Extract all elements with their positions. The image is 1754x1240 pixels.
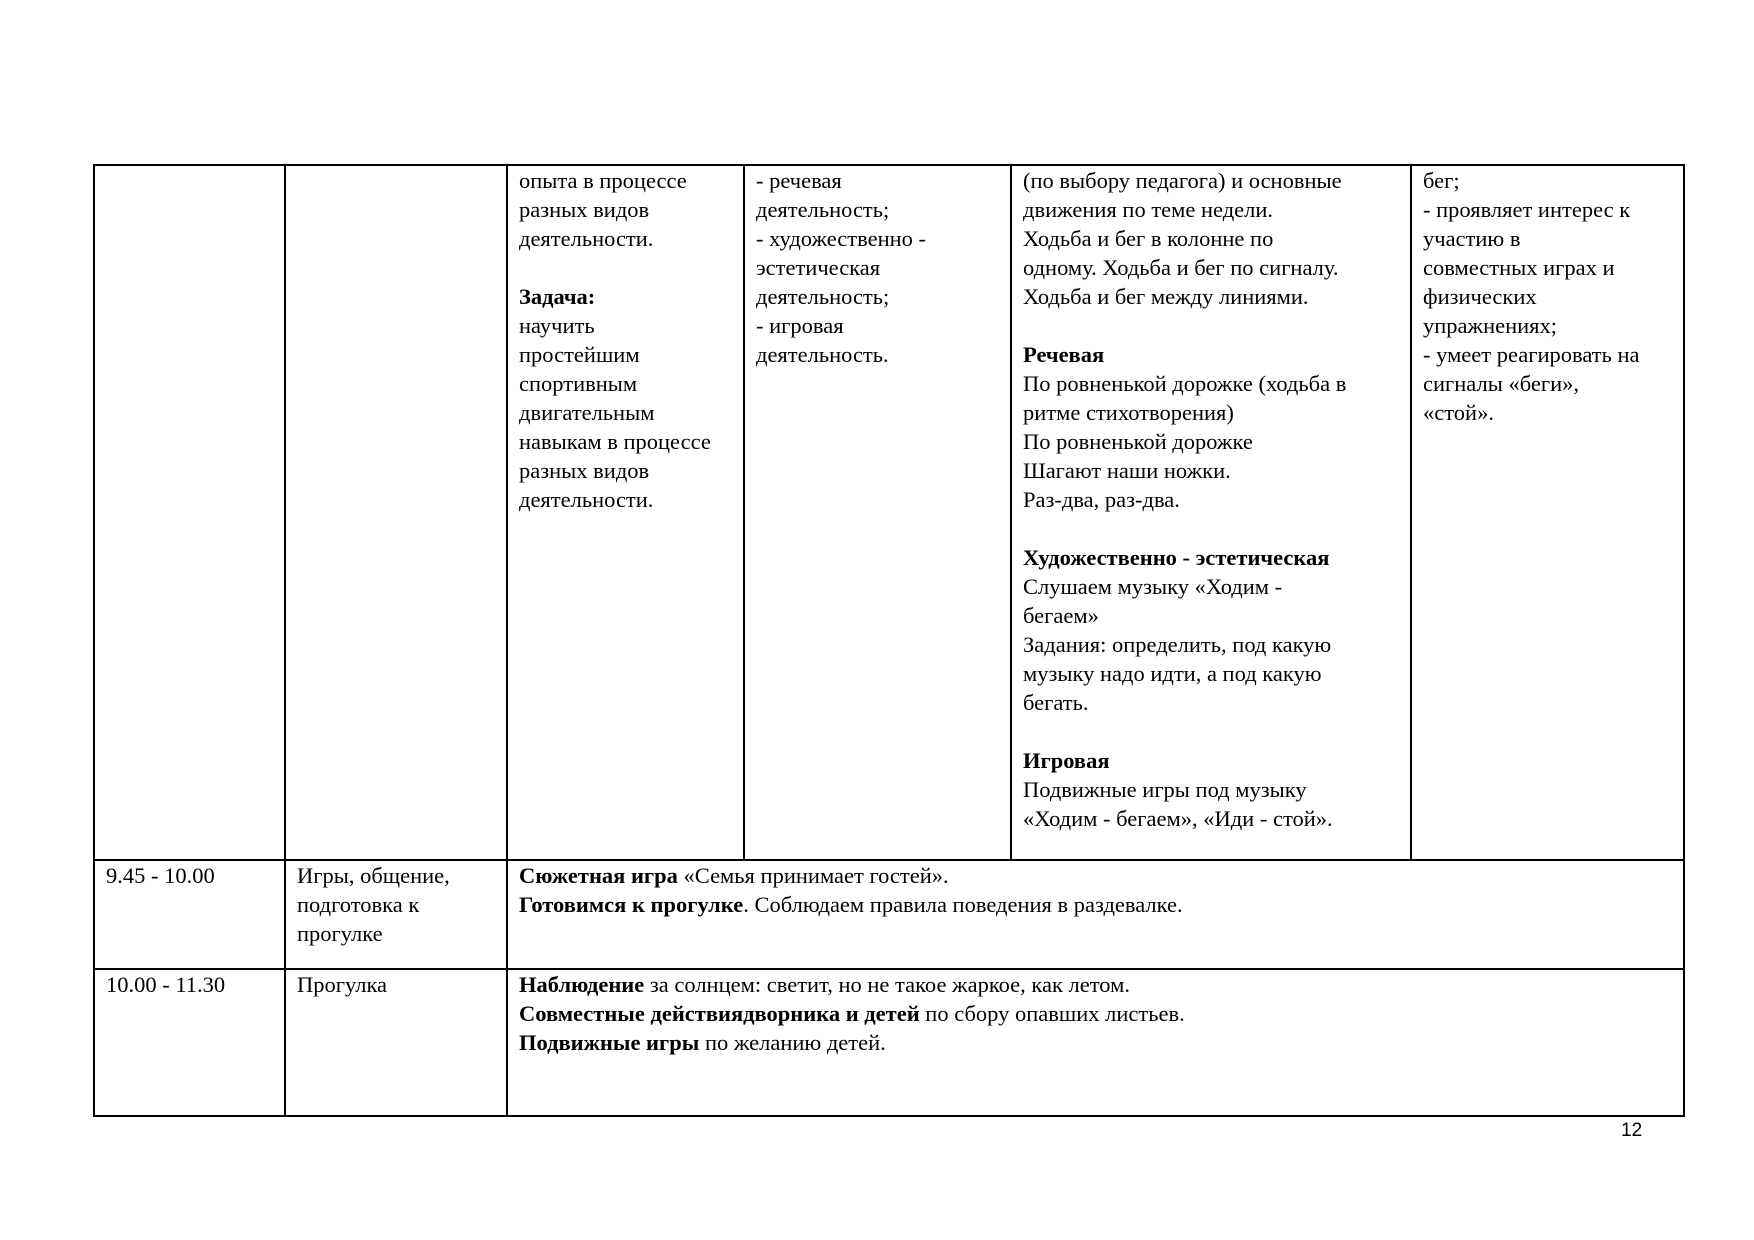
text-line: - игровая — [756, 313, 844, 338]
text-line: деятельности. — [519, 487, 654, 512]
text-line: бег; — [1423, 168, 1460, 193]
activity-types-cell — [744, 165, 1011, 860]
text-line: Ходьба и бег между линиями. — [1023, 284, 1309, 309]
activity-cell — [285, 165, 507, 860]
content-cell — [1011, 165, 1411, 860]
text-line: Ходьба и бег в колонне по — [1023, 226, 1274, 251]
text-line: одному. Ходьба и бег по сигналу. — [1023, 255, 1339, 280]
art-heading: Художественно - эстетическая — [1023, 545, 1330, 570]
text-line: Задания: определить, под какую — [1023, 632, 1332, 657]
speech-heading: Речевая — [1023, 342, 1105, 367]
text-line: - художественно - — [756, 226, 927, 251]
text-line: Шагают наши ножки. — [1023, 458, 1231, 483]
text-line: сигналы «беги», — [1423, 371, 1579, 396]
text-line: спортивным — [519, 371, 638, 396]
text-line: - речевая — [756, 168, 842, 193]
text-line: научить — [519, 313, 595, 338]
outcomes-cell — [1411, 165, 1684, 860]
text-line: упражнениях; — [1423, 313, 1558, 338]
text-line: деятельность. — [756, 342, 889, 367]
text-line: По ровненькой дорожке (ходьба в — [1023, 371, 1347, 396]
text-line: бегать. — [1023, 690, 1089, 715]
text-line: Слушаем музыку «Ходим - — [1023, 574, 1283, 599]
text-line: деятельности. — [519, 226, 654, 251]
text-line: Подвижные игры под музыку — [1023, 777, 1307, 802]
time-cell: 9.45 - 10.00 — [94, 860, 285, 969]
text-line: По ровненькой дорожке — [1023, 429, 1253, 454]
text-line: Готовимся к прогулке. Соблюдаем правила поведения в раздевалке. — [519, 892, 1183, 917]
time-cell: 10.00 - 11.30 — [94, 969, 285, 1116]
text-line: совместных играх и — [1423, 255, 1615, 280]
text-line: «стой». — [1423, 400, 1494, 425]
text-line: физических — [1423, 284, 1537, 309]
text-line: разных видов — [519, 197, 650, 222]
text-line: Сюжетная игра «Семья принимает гостей». — [519, 863, 949, 888]
text-line: Раз-два, раз-два. — [1023, 487, 1180, 512]
text-line: ритме стихотворения) — [1023, 400, 1234, 425]
text-line: эстетическая — [756, 255, 881, 280]
text-line: деятельность; — [756, 284, 890, 309]
details-cell — [507, 860, 1684, 969]
text-line: Подвижные игры по желанию детей. — [519, 1030, 886, 1055]
text-line: Совместные действиядворника и детей по сбору опавших листьев. — [519, 1001, 1185, 1026]
text-line: двигательным — [519, 400, 655, 425]
time-cell — [94, 165, 285, 860]
table-row — [94, 165, 1684, 860]
activity-cell: Прогулка — [285, 969, 507, 1116]
text-line: разных видов — [519, 458, 650, 483]
text-line: навыкам в процессе — [519, 429, 711, 454]
page-number: 12 — [1621, 1120, 1643, 1141]
activity-cell — [285, 860, 507, 969]
table-row — [94, 860, 1684, 969]
text-line: Игры, общение, — [297, 863, 450, 888]
text-line: (по выбору педагога) и основные — [1023, 168, 1342, 193]
goal-cell — [507, 165, 744, 860]
text-line: движения по теме недели. — [1023, 197, 1274, 222]
text-line: подготовка к — [297, 892, 420, 917]
text-line: «Ходим - бегаем», «Иди - стой». — [1023, 806, 1333, 831]
schedule-table — [93, 164, 1685, 1117]
text-line: деятельность; — [756, 197, 890, 222]
text-line: Наблюдение за солнцем: светит, но не такое жаркое, как летом. — [519, 972, 1130, 997]
text-line: простейшим — [519, 342, 640, 367]
text-line: музыку надо идти, а под какую — [1023, 661, 1322, 686]
text-line: опыта в процессе — [519, 168, 687, 193]
text-line: - умеет реагировать на — [1423, 342, 1640, 367]
details-cell — [507, 969, 1684, 1116]
text-line: прогулке — [297, 921, 383, 946]
text-line: бегаем» — [1023, 603, 1099, 628]
text-line: - проявляет интерес к — [1423, 197, 1631, 222]
text-line: участию в — [1423, 226, 1521, 251]
task-heading: Задача: — [519, 284, 596, 309]
game-heading: Игровая — [1023, 748, 1110, 773]
table-row — [94, 969, 1684, 1116]
